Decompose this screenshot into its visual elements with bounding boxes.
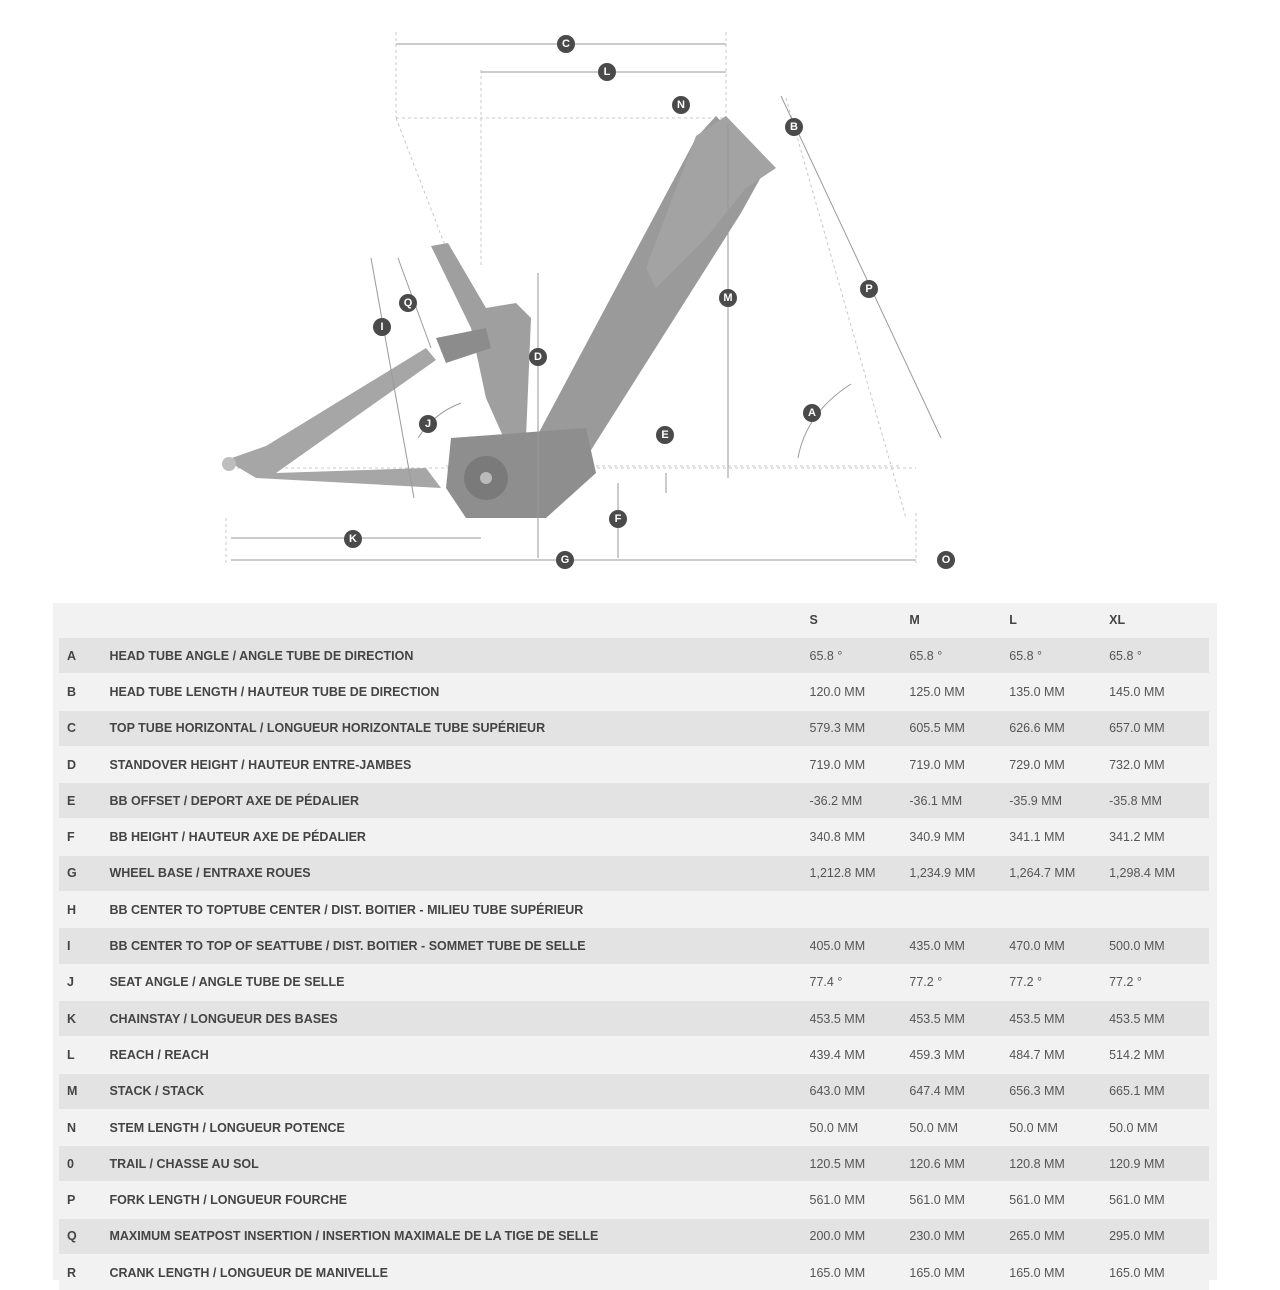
row-code: L bbox=[59, 1037, 109, 1073]
row-code: G bbox=[59, 855, 109, 891]
table-row bbox=[59, 819, 1209, 855]
row-value-m: 561.0 MM bbox=[909, 1182, 1009, 1218]
row-value-l: 50.0 MM bbox=[1009, 1109, 1109, 1145]
row-code: R bbox=[59, 1255, 109, 1290]
row-value-xl: 65.8 ° bbox=[1109, 638, 1209, 674]
row-measurement-name: HEAD TUBE ANGLE / ANGLE TUBE DE DIRECTION bbox=[109, 638, 809, 674]
row-value-m: 65.8 ° bbox=[909, 638, 1009, 674]
table-row bbox=[59, 1073, 1209, 1109]
row-value-xl: 1,298.4 MM bbox=[1109, 855, 1209, 891]
row-value-m: 120.6 MM bbox=[909, 1146, 1009, 1182]
row-value-m: 125.0 MM bbox=[909, 674, 1009, 710]
row-value-l: 265.0 MM bbox=[1009, 1218, 1109, 1254]
label-j bbox=[419, 415, 437, 433]
table-row bbox=[59, 1255, 1209, 1290]
row-value-s: 340.8 MM bbox=[810, 819, 910, 855]
row-value-s: 120.5 MM bbox=[810, 1146, 910, 1182]
row-value-l: 77.2 ° bbox=[1009, 964, 1109, 1000]
row-value-m: -36.1 MM bbox=[909, 783, 1009, 819]
bike-frame bbox=[222, 116, 776, 518]
row-value-s: 643.0 MM bbox=[810, 1073, 910, 1109]
row-value-xl: -35.8 MM bbox=[1109, 783, 1209, 819]
row-value-xl: 732.0 MM bbox=[1109, 746, 1209, 782]
label-q bbox=[399, 294, 417, 312]
svg-text:N: N bbox=[677, 99, 685, 111]
row-value-l: -35.9 MM bbox=[1009, 783, 1109, 819]
header-code bbox=[59, 603, 109, 638]
geometry-table bbox=[59, 603, 1209, 1290]
row-measurement-name: STANDOVER HEIGHT / HAUTEUR ENTRE-JAMBES bbox=[109, 746, 809, 782]
table-row bbox=[59, 783, 1209, 819]
row-code: Q bbox=[59, 1218, 109, 1254]
svg-text:Q: Q bbox=[404, 297, 413, 309]
table-row bbox=[59, 710, 1209, 746]
row-code: 0 bbox=[59, 1146, 109, 1182]
row-value-l: 484.7 MM bbox=[1009, 1037, 1109, 1073]
frame-geometry-svg bbox=[186, 18, 994, 578]
svg-text:G: G bbox=[561, 554, 570, 566]
row-value-s: 719.0 MM bbox=[810, 746, 910, 782]
svg-text:P: P bbox=[865, 283, 872, 295]
row-value-m: 605.5 MM bbox=[909, 710, 1009, 746]
table-row bbox=[59, 746, 1209, 782]
row-value-s bbox=[810, 892, 910, 928]
table-row bbox=[59, 928, 1209, 964]
header-size-xl: XL bbox=[1109, 603, 1209, 638]
header-size-l: L bbox=[1009, 603, 1109, 638]
row-code: P bbox=[59, 1182, 109, 1218]
row-value-l: 729.0 MM bbox=[1009, 746, 1109, 782]
row-code: F bbox=[59, 819, 109, 855]
label-m bbox=[719, 289, 737, 307]
row-value-xl bbox=[1109, 892, 1209, 928]
label-o bbox=[937, 551, 955, 569]
row-measurement-name: WHEEL BASE / ENTRAXE ROUES bbox=[109, 855, 809, 891]
table-row bbox=[59, 638, 1209, 674]
row-value-l: 1,264.7 MM bbox=[1009, 855, 1109, 891]
header-size-m: M bbox=[909, 603, 1009, 638]
row-measurement-name: FORK LENGTH / LONGUEUR FOURCHE bbox=[109, 1182, 809, 1218]
row-value-xl: 657.0 MM bbox=[1109, 710, 1209, 746]
row-value-s: 561.0 MM bbox=[810, 1182, 910, 1218]
label-f bbox=[609, 510, 627, 528]
table-row bbox=[59, 1037, 1209, 1073]
row-value-m: 647.4 MM bbox=[909, 1073, 1009, 1109]
svg-text:O: O bbox=[942, 554, 951, 566]
row-code: A bbox=[59, 638, 109, 674]
row-code: H bbox=[59, 892, 109, 928]
label-k bbox=[344, 530, 362, 548]
row-measurement-name: TOP TUBE HORIZONTAL / LONGUEUR HORIZONTALE TUBE SUPÉRIEUR bbox=[109, 710, 809, 746]
svg-text:L: L bbox=[604, 66, 611, 78]
row-value-s: 1,212.8 MM bbox=[810, 855, 910, 891]
row-value-l: 561.0 MM bbox=[1009, 1182, 1109, 1218]
row-value-l: 656.3 MM bbox=[1009, 1073, 1109, 1109]
table-row bbox=[59, 1000, 1209, 1036]
row-value-l bbox=[1009, 892, 1109, 928]
label-p bbox=[860, 280, 878, 298]
table-row bbox=[59, 892, 1209, 928]
row-value-m bbox=[909, 892, 1009, 928]
row-value-s: 579.3 MM bbox=[810, 710, 910, 746]
row-value-l: 135.0 MM bbox=[1009, 674, 1109, 710]
row-measurement-name: CHAINSTAY / LONGUEUR DES BASES bbox=[109, 1000, 809, 1036]
row-measurement-name: HEAD TUBE LENGTH / HAUTEUR TUBE DE DIRECTION bbox=[109, 674, 809, 710]
svg-text:C: C bbox=[562, 38, 570, 50]
label-c bbox=[557, 35, 575, 53]
row-value-l: 470.0 MM bbox=[1009, 928, 1109, 964]
row-measurement-name: BB CENTER TO TOPTUBE CENTER / DIST. BOITIER - MILIEU TUBE SUPÉRIEUR bbox=[109, 892, 809, 928]
label-e bbox=[656, 426, 674, 444]
row-value-s: 77.4 ° bbox=[810, 964, 910, 1000]
label-g bbox=[556, 551, 574, 569]
row-value-s: 165.0 MM bbox=[810, 1255, 910, 1290]
row-value-xl: 77.2 ° bbox=[1109, 964, 1209, 1000]
row-value-l: 453.5 MM bbox=[1009, 1000, 1109, 1036]
row-value-xl: 514.2 MM bbox=[1109, 1037, 1209, 1073]
row-value-l: 626.6 MM bbox=[1009, 710, 1109, 746]
table-body bbox=[59, 638, 1209, 1290]
row-value-s: -36.2 MM bbox=[810, 783, 910, 819]
row-value-m: 1,234.9 MM bbox=[909, 855, 1009, 891]
row-value-m: 340.9 MM bbox=[909, 819, 1009, 855]
svg-text:K: K bbox=[349, 533, 357, 545]
row-value-xl: 165.0 MM bbox=[1109, 1255, 1209, 1290]
label-d bbox=[529, 348, 547, 366]
table-row bbox=[59, 855, 1209, 891]
row-value-m: 453.5 MM bbox=[909, 1000, 1009, 1036]
row-value-xl: 120.9 MM bbox=[1109, 1146, 1209, 1182]
row-measurement-name: STEM LENGTH / LONGUEUR POTENCE bbox=[109, 1109, 809, 1145]
row-value-s: 405.0 MM bbox=[810, 928, 910, 964]
header-measurement bbox=[109, 603, 809, 638]
svg-text:F: F bbox=[615, 513, 622, 525]
svg-text:I: I bbox=[380, 321, 383, 333]
row-code: D bbox=[59, 746, 109, 782]
svg-text:B: B bbox=[790, 121, 798, 133]
header-row bbox=[59, 603, 1209, 638]
table-row bbox=[59, 1109, 1209, 1145]
header-size-s: S bbox=[810, 603, 910, 638]
row-value-s: 65.8 ° bbox=[810, 638, 910, 674]
svg-text:D: D bbox=[534, 351, 542, 363]
row-value-xl: 50.0 MM bbox=[1109, 1109, 1209, 1145]
row-value-m: 230.0 MM bbox=[909, 1218, 1009, 1254]
row-measurement-name: BB HEIGHT / HAUTEUR AXE DE PÉDALIER bbox=[109, 819, 809, 855]
row-value-m: 459.3 MM bbox=[909, 1037, 1009, 1073]
row-value-xl: 561.0 MM bbox=[1109, 1182, 1209, 1218]
row-value-m: 165.0 MM bbox=[909, 1255, 1009, 1290]
svg-text:J: J bbox=[425, 418, 431, 430]
table-header bbox=[59, 603, 1209, 638]
row-code: I bbox=[59, 928, 109, 964]
label-b bbox=[785, 118, 803, 136]
row-measurement-name: CRANK LENGTH / LONGUEUR DE MANIVELLE bbox=[109, 1255, 809, 1290]
row-measurement-name: BB OFFSET / DEPORT AXE DE PÉDALIER bbox=[109, 783, 809, 819]
label-a bbox=[803, 404, 821, 422]
row-code: B bbox=[59, 674, 109, 710]
dimension-lines bbox=[231, 44, 941, 560]
row-value-l: 165.0 MM bbox=[1009, 1255, 1109, 1290]
row-value-l: 65.8 ° bbox=[1009, 638, 1109, 674]
svg-text:M: M bbox=[723, 292, 732, 304]
row-measurement-name: TRAIL / CHASSE AU SOL bbox=[109, 1146, 809, 1182]
row-code: N bbox=[59, 1109, 109, 1145]
row-measurement-name: SEAT ANGLE / ANGLE TUBE DE SELLE bbox=[109, 964, 809, 1000]
row-measurement-name: BB CENTER TO TOP OF SEATTUBE / DIST. BOITIER - SOMMET TUBE DE SELLE bbox=[109, 928, 809, 964]
row-value-s: 50.0 MM bbox=[810, 1109, 910, 1145]
label-i bbox=[373, 318, 391, 336]
row-value-s: 120.0 MM bbox=[810, 674, 910, 710]
table-row bbox=[59, 1146, 1209, 1182]
table-row bbox=[59, 964, 1209, 1000]
label-n bbox=[672, 96, 690, 114]
row-value-xl: 341.2 MM bbox=[1109, 819, 1209, 855]
table-row bbox=[59, 674, 1209, 710]
row-value-xl: 453.5 MM bbox=[1109, 1000, 1209, 1036]
svg-text:E: E bbox=[661, 429, 668, 441]
row-value-m: 50.0 MM bbox=[909, 1109, 1009, 1145]
row-value-xl: 665.1 MM bbox=[1109, 1073, 1209, 1109]
row-value-s: 200.0 MM bbox=[810, 1218, 910, 1254]
row-value-xl: 500.0 MM bbox=[1109, 928, 1209, 964]
row-value-l: 120.8 MM bbox=[1009, 1146, 1109, 1182]
row-code: J bbox=[59, 964, 109, 1000]
row-value-m: 719.0 MM bbox=[909, 746, 1009, 782]
geometry-diagram bbox=[186, 18, 994, 578]
row-value-m: 435.0 MM bbox=[909, 928, 1009, 964]
table-row bbox=[59, 1218, 1209, 1254]
geometry-spec-panel bbox=[53, 603, 1217, 1280]
row-code: M bbox=[59, 1073, 109, 1109]
row-code: C bbox=[59, 710, 109, 746]
row-measurement-name: MAXIMUM SEATPOST INSERTION / INSERTION MAXIMALE DE LA TIGE DE SELLE bbox=[109, 1218, 809, 1254]
table-row bbox=[59, 1182, 1209, 1218]
row-value-xl: 145.0 MM bbox=[1109, 674, 1209, 710]
row-value-s: 453.5 MM bbox=[810, 1000, 910, 1036]
row-value-l: 341.1 MM bbox=[1009, 819, 1109, 855]
row-value-m: 77.2 ° bbox=[909, 964, 1009, 1000]
row-code: E bbox=[59, 783, 109, 819]
row-measurement-name: REACH / REACH bbox=[109, 1037, 809, 1073]
label-l bbox=[598, 63, 616, 81]
svg-text:A: A bbox=[808, 407, 816, 419]
row-value-xl: 295.0 MM bbox=[1109, 1218, 1209, 1254]
row-measurement-name: STACK / STACK bbox=[109, 1073, 809, 1109]
row-value-s: 439.4 MM bbox=[810, 1037, 910, 1073]
row-code: K bbox=[59, 1000, 109, 1036]
